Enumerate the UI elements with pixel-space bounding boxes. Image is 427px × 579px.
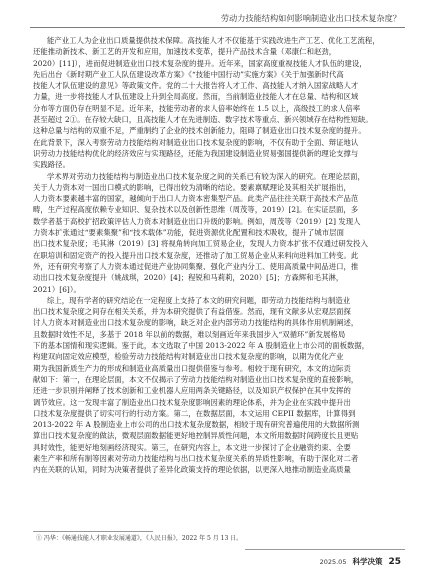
paragraph-line: 调节效应。这一发现丰富了制造业出口技术复杂度影响因素的理论体系，并为企业在实践中提升出: [33, 397, 351, 407]
header-divider: [30, 27, 405, 28]
paragraph: [33, 35, 395, 171]
paragraph-line: 还能推动新技术、新工艺的开发和应用，加速技术变革，提升产品技术含量（邓康仁和赵劲，: [33, 47, 337, 57]
paragraph: [33, 295, 395, 476]
paragraph-line: 分布等方面仍存在明显不足。近年来，技能劳动者的求人倍率始终在 1.5 以上，高级技工的求人倍率: [33, 103, 361, 113]
paragraph-line: 关于人力资本对一国出口模式的影响，已得出较为清晰的结论。要素禀赋理论及其相关扩展指出，: [33, 182, 351, 192]
page-footer: [320, 556, 401, 567]
paragraph-line: 实践路径。: [33, 160, 70, 170]
paragraph-line: 力量，进一步将技能人才队伍建设上升到全局高度。然而，当前制造业技能人才在总量、结构和区域: [33, 92, 359, 102]
paragraph-line: 在职培训和固定资产的投入提升出口技术复杂度，还推动了加工贸易企业从来料向进料加工转变。此: [33, 250, 359, 260]
paragraph-line: 力资本扩张通过“要素集聚”和“技术载体”功能，促进资源优化配置和技术吸收，提升了城市层面: [33, 228, 344, 238]
paragraph-line: 畴，生产过程高度依赖专业知识、复杂技术以及创新性思维（周茂等，2019）[2]。在实证层面，多: [33, 205, 359, 215]
paragraph-line: 人力资本要素越丰富的国家，越倾向于出口人力资本密集型产品。此类产品往往关联于高技术产品范: [33, 194, 359, 204]
paragraph-line: 技能人才队伍建设的意见》等政策文件。党的二十大报告将人才工作、高技能人才纳入国家战略人才: [33, 81, 359, 91]
paragraph-line: 且数据时效性不足，多基于 2018 年以前的数据，难以刻画近年来我国步入“双循环”新发展格局: [33, 329, 346, 339]
paragraph-line: 期为我国新质生产力的形成和制造业高质量出口提供借鉴与参考。相较于现有研究，本文的边际贡: [33, 363, 351, 373]
paragraph-line: 数学者基于高校扩招政策评估人力资本对制造业出口升级的影响。例如，周茂等（2019）[2] 发现人: [33, 216, 361, 226]
paragraph-line: 外，还有研究考察了人力资本通过促进产业协同集聚、强化产业内分工、使用高质量中间品进口，推: [33, 261, 359, 271]
paragraph-line: 构建双向固定效应模型，检验劳动力技能结构对制造业出口技术复杂度的影响，以期为优化产业: [33, 352, 344, 362]
paragraph-line: 2020）[11]），进而促进制造业出口技术复杂度的提升。近年来，国家高度重视技能人才队伍的建设，: [33, 58, 367, 68]
paragraph-line: 素生产率和所有制等因素对劳动力技能结构与出口技术复杂度关系的异质性影响，有助于深化对二者: [33, 453, 359, 463]
paragraph-line: 综上，现有学者的研究结论在一定程度上支持了本文的研究问题，即劳动力技能结构与制造业: [47, 295, 351, 305]
page-number: 25: [388, 557, 401, 567]
paragraph-line: 能产业工人为企业出口质量提供技术保障。高技能人才不仅能基于实践改进生产工艺、优化工艺流程，: [47, 36, 380, 45]
article-body: [33, 35, 395, 476]
paragraph-line: 学术界对劳动力技能结构与制造业出口技术复杂度之间的关系已有较为深入的研究。在理论层面，: [47, 171, 365, 181]
paragraph-line: 在此背景下，深入考察劳动力技能结构对制造业出口技术复杂度的影响，不仅有助于全面、辩证地认: [33, 137, 359, 147]
paragraph-line: 讨人力资本对制造业出口技术复杂度的影响，缺乏对企业内部劳动力技能结构的具体作用机制阐述，: [33, 318, 359, 328]
paragraph-line: 识劳动力技能结构优化的经济效应与实现路径，还能为我国建设制造业贸易强国提供新的理论支撑与: [33, 148, 359, 158]
issue-date: 2025.05: [319, 558, 347, 566]
paragraph-line: 先后出台《新时期产业工人队伍建设改革方案》《“技能中国行动”实施方案》《关于加强新时代高: [33, 69, 344, 79]
footnote-divider: [33, 531, 153, 532]
paragraph-line: 口技术复杂度提供了切实可行的行动方案。第二，在数据层面，本文运用 CEPII 数据库，计算得到: [33, 408, 356, 418]
paragraph-line: 出口技术复杂度之间存在相关关系，并为本研究提供了有益借鉴。然而，现有文献多从宏观层面探: [33, 307, 351, 317]
paragraph-line: 这种总量与结构的双重不足，严重制约了企业的技术创新能力，阻碍了制造业出口技术复杂度的提升。: [33, 126, 366, 136]
paragraph-line: 动出口技术复杂度提升（姚战琪，2020）[4]；程锐和马莉莉，2020）[5]；方森辉和毛其淋，: [33, 273, 344, 283]
paragraph: [33, 171, 395, 295]
paragraph-line: 献如下：第一，在理论层面，本文不仅揭示了劳动力技能结构对制造业出口技术复杂度的直接影响，: [33, 374, 359, 384]
paragraph-line: 2021）[6]）。: [33, 284, 81, 294]
paragraph-line: 算出口技术复杂度的做法，微观层面数据能更好地控制异质性问题，本文所用数据时间跨度长且更贴: [33, 431, 359, 441]
journal-name: 科学决策: [352, 557, 383, 566]
paragraph-line: 2013-2022 年 A 股制造业上市公司的出口技术复杂度数据，相较于现有研究普遍使用的大数据所测: [33, 420, 360, 430]
paragraph-line: 甚至超过 2①。在存较大缺口，且高技能人才在先进制造、数字技术等重点、新兴领域存在结构性短缺。: [33, 115, 373, 125]
paragraph-line: 还进一步识别并阐释了技术创新和工业机器人应用两条关键路径，以及知识产权保护在其中发挥的: [33, 386, 351, 396]
footer-divider: [245, 549, 405, 550]
paragraph-line: 出口技术复杂度；毛其淋（2019）[3] 将视角转向加工贸易企业，发现人力资本扩张不仅通过研发投入: [33, 239, 368, 249]
paragraph-line: 内在关联的认知，同时为决策者提供了差异化政策支持的理论依据，以更深入地推动制造业高质量: [33, 465, 351, 475]
footnote: ① 冯华：《畅通技能人才职业发展通道》，《人民日报》，2022 年 5 月 13 日。: [36, 535, 243, 542]
paragraph-line: 下的基本国情和现实逻辑。鉴于此，本文选取了中国 2013-2022 年 A 股制造业上市公司的面板数据，: [33, 341, 370, 351]
running-header-title: 劳动力技能结构如何影响制造业出口技术复杂度？: [220, 13, 401, 23]
paragraph-line: 具时效性，能更好地刻画经济现实。第三，在研究内容上，本文进一步探讨了企业融资约束、全要: [33, 442, 351, 452]
